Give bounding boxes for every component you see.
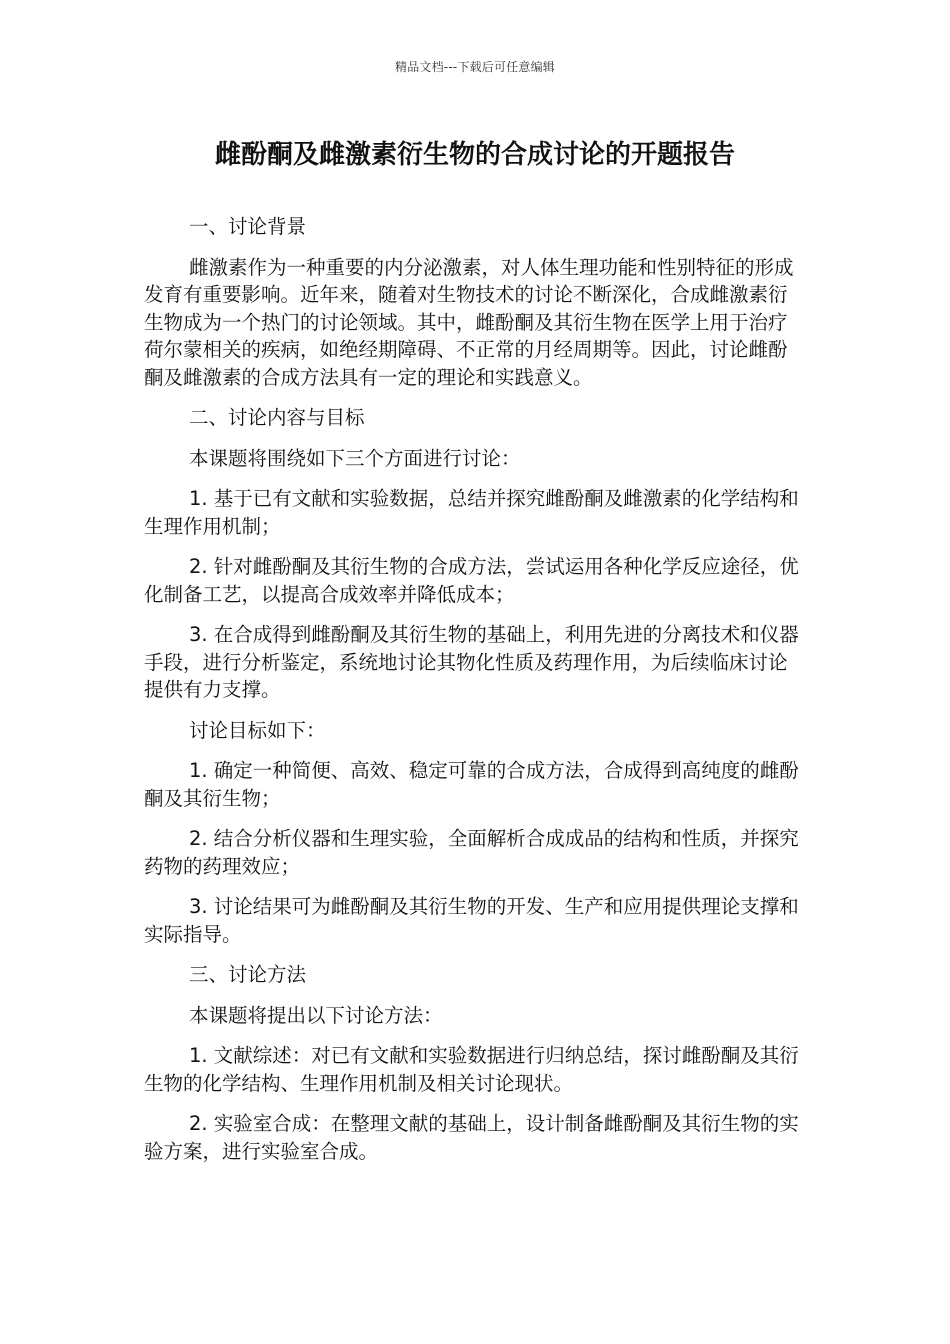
paragraph-methods-intro: 本课题将提出以下讨论方法： xyxy=(189,1003,443,1027)
list-item-content-3: 3. 在合成得到雌酚酮及其衍生物的基础上，利用先进的分离技术和仪器手段，进行分析鉴定，系统地讨论其物化性质及药理作用，为后续临床讨论提供有力支撑。 xyxy=(144,623,799,701)
list-item-method-2: 2. 实验室合成：在整理文献的基础上，设计制备雌酚酮及其衍生物的实验方案，进行实验室合成。 xyxy=(144,1112,799,1163)
section-heading-methods: 三、讨论方法 xyxy=(189,963,307,986)
header-note: 精品文档---下载后可任意编辑 xyxy=(395,60,555,74)
section-heading-content-goals: 二、讨论内容与目标 xyxy=(189,406,365,429)
paragraph-goals-intro: 讨论目标如下： xyxy=(189,718,326,742)
list-item-goal-2: 2. 结合分析仪器和生理实验，全面解析合成成品的结构和性质，并探究药物的药理效应； xyxy=(144,827,799,878)
list-item-content-1: 1. 基于已有文献和实验数据，总结并探究雌酚酮及雌激素的化学结构和生理作用机制； xyxy=(144,487,799,538)
paragraph-background: 雌激素作为一种重要的内分泌激素，对人体生理功能和性别特征的形成发育有重要影响。近年来，随着对生物技术的讨论不断深化，合成雌激素衍生物成为一个热门的讨论领域。其中，雌酚酮及其衍生物在医学上用于治疗荷尔蒙相关的疾病，如绝经期障碍、不正常的月经周期等。因此，讨论雌酚酮及雌激素的合成方法具有一定的理论和实践意义。 xyxy=(144,255,794,389)
list-item-method-1: 1. 文献综述：对已有文献和实验数据进行归纳总结，探讨雌酚酮及其衍生物的化学结构、生理作用机制及相关讨论现状。 xyxy=(144,1044,799,1095)
list-item-goal-1: 1. 确定一种简便、高效、稳定可靠的合成方法，合成得到高纯度的雌酚酮及其衍生物； xyxy=(144,759,799,810)
document-body xyxy=(144,213,806,1178)
list-item-goal-3: 3. 讨论结果可为雌酚酮及其衍生物的开发、生产和应用提供理论支撑和实际指导。 xyxy=(144,895,799,946)
document-title: 雌酚酮及雌激素衍生物的合成讨论的开题报告 xyxy=(214,140,735,170)
paragraph-content-intro: 本课题将围绕如下三个方面进行讨论： xyxy=(189,446,521,470)
list-item-content-2: 2. 针对雌酚酮及其衍生物的合成方法，尝试运用各种化学反应途径，优化制备工艺，以提高合成效率并降低成本； xyxy=(144,555,799,606)
section-heading-background: 一、讨论背景 xyxy=(189,215,307,238)
